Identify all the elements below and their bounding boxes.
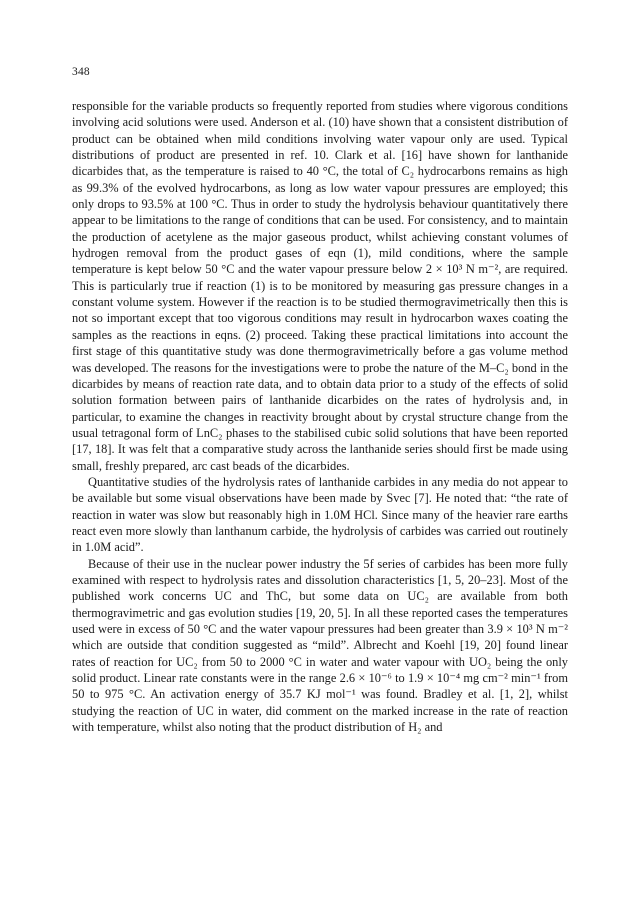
paragraph-1: responsible for the variable products so frequently reported from studies where vigorous conditions involving acid solutions were used. Anderson et al. (10) have shown that a consistent distribution of product can be obtained when mild conditions involving water vapour only are used. Typical distributions of product are presented in ref. 10. Clark et al. [16] have shown for lanthanide dicarbides that, as the temperature is raised to 40 °C, the total of C₂ hydrocarbons remains as high as 99.3% of the evolved hydrocarbons, as long as low water vapour pressures are employed; this only drops to 93.5% at 100 °C. Thus in order to study the hydrolysis behaviour quantitatively there appear to be limitations to the range of conditions that can be used. For consistency, and to maintain the production of acetylene as the major gaseous product, whilst achieving constant volumes of hydrogen removal from the product gases of eqn (1), mild conditions, where the sample temperature is kept below 50 °C and the water vapour pressure below 2 × 10³ N m⁻², are required. This is particularly true if reaction (1) is to be monitored by measuring gas pressure changes in a constant volume system. However if the reaction is to be studied thermogravimetrically then this is not so important except that too vigorous conditions may result in hydrocarbon waxes coating the samples as the reactions in eqns. (2) proceed. Taking these practical limitations into account the first stage of this quantitative study was done thermogravimetrically before a gas volume method was developed. The reasons for the investigations were to probe the nature of the M–C₂ bond in the dicarbides by means of reaction rate data, and to obtain data prior to a study of the effects of solid solution formation between pairs of lanthanide dicarbides on the rates of hydrolysis and, in particular, to examine the changes in reactivity brought about by crystal structure change from the usual tetragonal form of LnC₂ phases to the stabilised cubic solid solutions that have been reported [17, 18]. It was felt that a comparative study across the lanthanide series should first be made using small, freshly prepared, arc cast beads of the dicarbides. — [72, 99, 568, 473]
page-number: 348 — [72, 66, 90, 78]
paragraph-3: Because of their use in the nuclear power industry the 5f series of carbides has been more fully examined with respect to hydrolysis rates and dissolution characteristics [1, 5, 20–23]. Most of the published work concerns UC and ThC, but some data on UC₂ are available from both thermogravimetric and gas evolution studies [19, 20, 5]. In all these reported cases the temperatures used were in excess of 50 °C and the water vapour pressures had been greater than 3.9 × 10³ N m⁻² which are outside that condition suggested as “mild”. Albrecht and Koehl [19, 20] found linear rates of reaction for UC₂ from 50 to 2000 °C in water and water vapour with UO₂ being the only solid product. Linear rate constants were in the range 2.6 × 10⁻⁶ to 1.9 × 10⁻⁴ mg cm⁻² min⁻¹ from 50 to 975 °C. An activation energy of 35.7 KJ mol⁻¹ was found. Bradley et al. [1, 2], whilst studying the reaction of UC in water, did comment on the marked increase in the rate of reaction with temperature, whilst also noting that the product distribution of H₂ and — [72, 556, 568, 735]
paragraph-2: Quantitative studies of the hydrolysis rates of lanthanide carbides in any media do not appear to be available but some visual observations have been made by Svec [7]. He noted that: “the rate of reaction in water was slow but reasonably high in 1.0M HCl. Since many of the heavier rare earths react even more slowly than lanthanum carbide, the hydrolysis of carbides was carried out routinely in 1.0M acid”. — [72, 474, 568, 555]
body-text — [72, 98, 568, 735]
